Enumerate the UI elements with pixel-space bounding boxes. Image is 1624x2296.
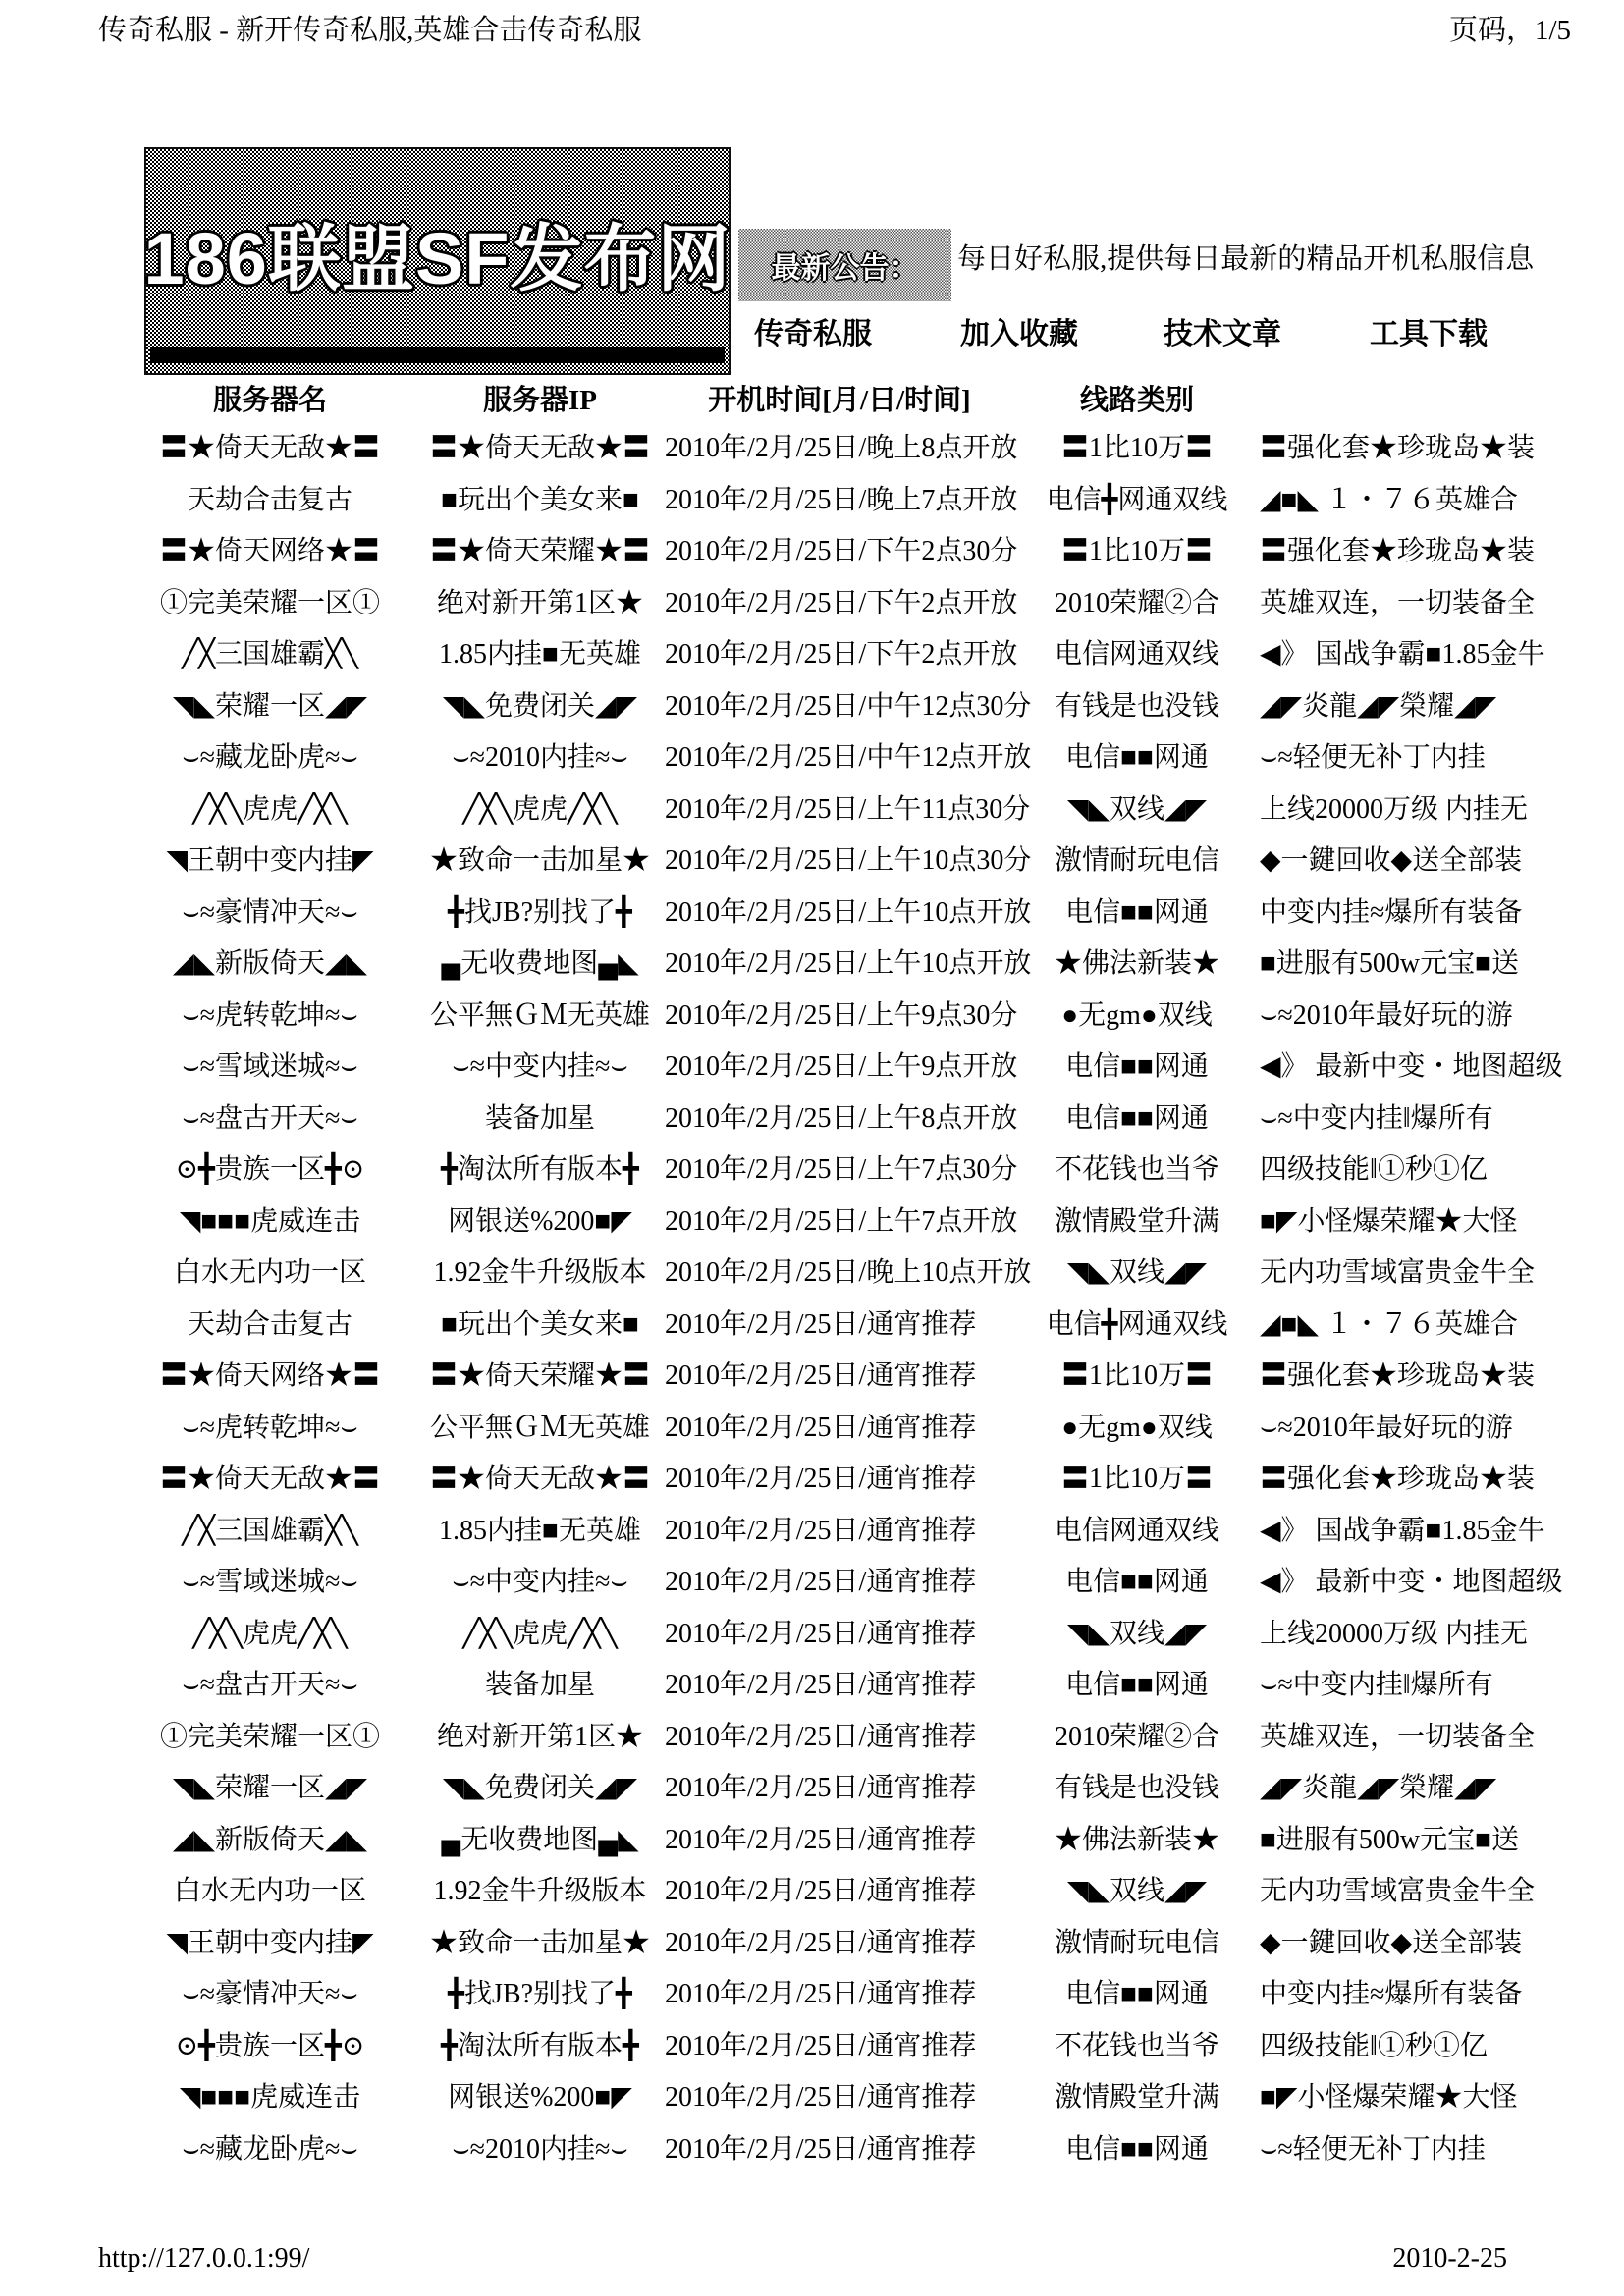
line-type: ◥◣双线◢◤: [1066, 793, 1208, 825]
server-ip-link[interactable]: ■玩出个美女来■: [441, 484, 639, 515]
open-time: 2010年/2月/25日/上午9点开放: [665, 1051, 1018, 1083]
open-time: 2010年/2月/25日/晚上10点开放: [665, 1257, 1032, 1289]
server-name-link[interactable]: ⌣≈盘古开天≈⌣: [182, 1102, 358, 1134]
column-header-line-type: 线路类别: [1079, 384, 1194, 416]
line-type: ●无gm●双线: [1061, 1412, 1213, 1443]
line-type: 电信╋网通双线: [1046, 1308, 1228, 1340]
notice-label: 最新公告：: [771, 252, 919, 285]
server-desc: ◀》 最新中变・地图超级: [1260, 1567, 1563, 1598]
server-desc: ⌣≈中变内挂‖爆所有: [1260, 1670, 1493, 1701]
column-header-open-time: 开机时间[月/日/时间]: [708, 384, 971, 416]
open-time: 2010年/2月/25日/通宵推荐: [665, 1361, 977, 1392]
server-ip-link[interactable]: 绝对新开第1区★: [436, 587, 643, 618]
server-desc: ◀》 国战争霸■1.85金牛: [1260, 639, 1545, 670]
server-name-link[interactable]: ◥■■■虎威连击: [179, 2082, 361, 2113]
server-name-link[interactable]: ⌣≈豪情冲天≈⌣: [182, 1979, 358, 2010]
open-time: 2010年/2月/25日/下午2点开放: [665, 639, 1018, 670]
server-desc: ◢◤炎龍◢◤榮耀◢◤: [1260, 1773, 1497, 1804]
line-type: ★佛法新装★: [1054, 948, 1219, 980]
line-type: 激情耐玩电信: [1054, 845, 1219, 877]
server-desc: ⌣≈轻便无补丁内挂: [1260, 742, 1486, 774]
server-name-link[interactable]: ╱╳╲虎虎╱╳╲: [192, 793, 348, 825]
server-desc: ◆一鍵回收◆送全部装: [1260, 1927, 1523, 1958]
server-row: [0, 1348, 1624, 1400]
column-header-server-name: 服务器名: [212, 384, 327, 416]
open-time: 2010年/2月/25日/通宵推荐: [665, 1927, 977, 1958]
open-time: 2010年/2月/25日/通宵推荐: [665, 1979, 977, 2010]
server-row: [0, 523, 1624, 575]
nav-item-legend-sifu[interactable]: 传奇私服: [754, 318, 872, 350]
open-time: 2010年/2月/25日/上午9点30分: [665, 999, 1018, 1031]
line-type: 有钱是也没钱: [1054, 1773, 1219, 1804]
server-row: [0, 1709, 1624, 1761]
line-type: 电信■■网通: [1065, 1051, 1209, 1083]
server-name-link[interactable]: ◥◣荣耀一区◢◤: [172, 1773, 368, 1804]
server-row: [0, 1400, 1624, 1452]
open-time: 2010年/2月/25日/晚上8点开放: [665, 433, 1018, 464]
open-time: 2010年/2月/25日/通宵推荐: [665, 1670, 977, 1701]
line-type: ◥◣双线◢◤: [1066, 1876, 1208, 1907]
open-time: 2010年/2月/25日/中午12点开放: [665, 742, 1032, 774]
open-time: 2010年/2月/25日/下午2点30分: [665, 536, 1018, 567]
site-logo-text: 186联盟SF发布网: [143, 218, 731, 299]
open-time: 2010年/2月/25日/通宵推荐: [665, 1464, 977, 1495]
line-type: 电信╋网通双线: [1046, 484, 1228, 515]
server-name-link[interactable]: ⌣≈藏龙卧虎≈⌣: [182, 2133, 358, 2164]
server-name-link[interactable]: 〓★倚天无敌★〓: [159, 433, 380, 464]
server-ip-link[interactable]: ★致命一击加星★: [429, 845, 650, 877]
line-type: 有钱是也没钱: [1054, 690, 1219, 721]
server-row: [0, 678, 1624, 730]
server-row: [0, 1760, 1624, 1812]
notice-text: 每日好私服,提供每日最新的精品开机私服信息: [957, 243, 1535, 275]
line-type: ◥◣双线◢◤: [1066, 1257, 1208, 1289]
server-row: [0, 2069, 1624, 2121]
server-name-link[interactable]: ⌣≈豪情冲天≈⌣: [182, 896, 358, 928]
server-name-link[interactable]: ⊙╋贵族一区╋⊙: [175, 1154, 365, 1186]
server-desc: 上线20000万级 内挂无: [1260, 793, 1529, 825]
server-row: [0, 1039, 1624, 1091]
line-type: 〓1比10万〓: [1060, 536, 1213, 567]
line-type: 〓1比10万〓: [1060, 433, 1213, 464]
server-name-link[interactable]: 白水无内功一区: [173, 1257, 366, 1289]
server-ip-link[interactable]: 1.92金牛升级版本: [433, 1876, 647, 1907]
server-name-link[interactable]: 〓★倚天网络★〓: [159, 1361, 380, 1392]
server-row: [0, 2121, 1624, 2173]
server-name-link[interactable]: ⌣≈虎转乾坤≈⌣: [182, 1412, 358, 1443]
server-name-link[interactable]: ⌣≈雪域迷城≈⌣: [182, 1051, 358, 1083]
server-row: [0, 626, 1624, 678]
line-type: 电信■■网通: [1065, 896, 1209, 928]
server-row: [0, 2018, 1624, 2070]
server-row: [0, 884, 1624, 936]
server-desc: ◆一鍵回收◆送全部装: [1260, 845, 1523, 877]
open-time: 2010年/2月/25日/晚上7点开放: [665, 484, 1018, 515]
server-desc: ■◤小怪爆荣耀★大怪: [1260, 1205, 1518, 1237]
page-number: 页码，1/5: [1448, 15, 1571, 46]
server-row: [0, 935, 1624, 988]
server-ip-link[interactable]: ◥◣免费闭关◢◤: [442, 690, 638, 721]
server-desc: ◢◤炎龍◢◤榮耀◢◤: [1260, 690, 1497, 721]
server-ip-link[interactable]: 公平無ＧＭ无英雄: [429, 1412, 650, 1443]
server-ip-link[interactable]: 1.92金牛升级版本: [433, 1257, 647, 1289]
server-name-link[interactable]: ◢◣新版倚天◢◣: [172, 1824, 368, 1855]
line-type: 2010荣耀②合: [1054, 1721, 1219, 1752]
server-name-link[interactable]: ◥王朝中变内挂◤: [166, 845, 374, 877]
server-ip-link[interactable]: 绝对新开第1区★: [436, 1721, 643, 1752]
server-ip-link[interactable]: ╱╳╲虎虎╱╳╲: [462, 1618, 618, 1649]
server-desc: 无内功雪域富贵金牛全: [1260, 1876, 1536, 1907]
server-desc: 英雄双连，一切装备全: [1260, 587, 1536, 618]
server-row: [0, 1142, 1624, 1194]
open-time: 2010年/2月/25日/中午12点30分: [665, 690, 1032, 721]
table-header-row: [0, 375, 1624, 420]
server-row: [0, 1915, 1624, 1967]
server-desc: ⌣≈轻便无补丁内挂: [1260, 2133, 1486, 2164]
server-row: [0, 472, 1624, 524]
server-name-link[interactable]: ①完美荣耀一区①: [159, 1721, 380, 1752]
line-type: ◥◣双线◢◤: [1066, 1618, 1208, 1649]
open-time: 2010年/2月/25日/上午8点开放: [665, 1102, 1018, 1134]
server-ip-link[interactable]: ◥◣免费闭关◢◤: [442, 1773, 638, 1804]
open-time: 2010年/2月/25日/上午7点30分: [665, 1154, 1018, 1186]
server-name-link[interactable]: ╱╳╲虎虎╱╳╲: [192, 1618, 348, 1649]
server-ip-link[interactable]: ╋淘汰所有版本╋: [441, 1154, 639, 1186]
line-type: 电信■■网通: [1065, 1102, 1209, 1134]
open-time: 2010年/2月/25日/通宵推荐: [665, 1773, 977, 1804]
server-row: [0, 1606, 1624, 1658]
server-ip-link[interactable]: ⌣≈2010内挂≈⌣: [452, 742, 628, 774]
server-row: [0, 1863, 1624, 1915]
server-desc: ■进服有500w元宝■送: [1260, 1824, 1520, 1855]
nav-item-tool-download[interactable]: 工具下载: [1370, 318, 1488, 350]
server-ip-link[interactable]: 网银送%200■◤: [448, 1205, 632, 1237]
server-ip-link[interactable]: ⌣≈中变内挂≈⌣: [452, 1567, 628, 1598]
server-ip-link[interactable]: ⌣≈2010内挂≈⌣: [452, 2133, 628, 2164]
open-time: 2010年/2月/25日/上午11点30分: [665, 793, 1031, 825]
server-desc: 英雄双连，一切装备全: [1260, 1721, 1536, 1752]
server-list: [0, 420, 1624, 2172]
server-name-link[interactable]: ⌣≈盘古开天≈⌣: [182, 1670, 358, 1701]
open-time: 2010年/2月/25日/通宵推荐: [665, 1824, 977, 1855]
line-type: 电信■■网通: [1065, 1670, 1209, 1701]
server-row: [0, 1966, 1624, 2018]
line-type: 电信■■网通: [1065, 742, 1209, 774]
server-ip-link[interactable]: 公平無ＧＭ无英雄: [429, 999, 650, 1031]
server-row: [0, 1451, 1624, 1503]
server-ip-link[interactable]: 〓★倚天荣耀★〓: [429, 536, 650, 567]
server-row: [0, 1297, 1624, 1349]
nav-item-add-favorite[interactable]: 加入收藏: [960, 318, 1078, 350]
server-row: [0, 1503, 1624, 1555]
server-desc: 中变内挂≈爆所有装备: [1260, 1979, 1523, 2010]
server-row: [0, 1657, 1624, 1709]
server-ip-link[interactable]: 1.85内挂■无英雄: [439, 639, 641, 670]
open-time: 2010年/2月/25日/通宵推荐: [665, 2082, 977, 2113]
server-desc: 四级技能‖①秒①亿: [1260, 2030, 1488, 2061]
footer-url: http://127.0.0.1:99/: [98, 2243, 310, 2273]
server-ip-link[interactable]: ╱╳╲虎虎╱╳╲: [462, 793, 618, 825]
line-type: 不花钱也当爷: [1054, 1154, 1219, 1186]
footer-date: 2010-2-25: [1392, 2243, 1507, 2273]
open-time: 2010年/2月/25日/通宵推荐: [665, 2133, 977, 2164]
open-time: 2010年/2月/25日/上午10点开放: [665, 896, 1032, 928]
open-time: 2010年/2月/25日/通宵推荐: [665, 1876, 977, 1907]
server-ip-link[interactable]: ★致命一击加星★: [429, 1927, 650, 1958]
server-row: [0, 420, 1624, 472]
server-name-link[interactable]: 天劫合击复古: [187, 1308, 352, 1340]
server-name-link[interactable]: ╱╳三国雄霸╳╲: [182, 639, 358, 670]
server-row: [0, 832, 1624, 884]
document-title: 传奇私服 - 新开传奇私服,英雄合击传奇私服: [98, 15, 642, 46]
open-time: 2010年/2月/25日/通宵推荐: [665, 1721, 977, 1752]
open-time: 2010年/2月/25日/通宵推荐: [665, 1412, 977, 1443]
line-type: 〓1比10万〓: [1060, 1361, 1213, 1392]
server-name-link[interactable]: ◥■■■虎威连击: [179, 1205, 361, 1237]
server-ip-link[interactable]: 〓★倚天无敌★〓: [429, 433, 650, 464]
server-desc: ⌣≈2010年最好玩的游: [1260, 1412, 1513, 1443]
server-ip-link[interactable]: 〓★倚天荣耀★〓: [429, 1361, 650, 1392]
open-time: 2010年/2月/25日/通宵推荐: [665, 2030, 977, 2061]
line-type: 电信网通双线: [1054, 1515, 1219, 1546]
server-name-link[interactable]: ①完美荣耀一区①: [159, 587, 380, 618]
open-time: 2010年/2月/25日/通宵推荐: [665, 1515, 977, 1546]
server-row: [0, 1194, 1624, 1246]
server-ip-link[interactable]: 网银送%200■◤: [448, 2082, 632, 2113]
server-desc: 四级技能‖①秒①亿: [1260, 1154, 1488, 1186]
line-type: 激情耐玩电信: [1054, 1927, 1219, 1958]
server-desc: ⌣≈中变内挂‖爆所有: [1260, 1102, 1493, 1134]
server-desc: ■进服有500w元宝■送: [1260, 948, 1520, 980]
server-desc: ⌣≈2010年最好玩的游: [1260, 999, 1513, 1031]
server-row: [0, 1245, 1624, 1297]
server-row: [0, 781, 1624, 833]
server-name-link[interactable]: 〓★倚天无敌★〓: [159, 1464, 380, 1495]
server-row: [0, 729, 1624, 781]
open-time: 2010年/2月/25日/下午2点开放: [665, 587, 1018, 618]
server-ip-link[interactable]: ▄无收费地图▄◣: [441, 1824, 639, 1855]
line-type: 不花钱也当爷: [1054, 2030, 1219, 2061]
server-ip-link[interactable]: ╋淘汰所有版本╋: [441, 2030, 639, 2061]
server-name-link[interactable]: ◥王朝中变内挂◤: [166, 1927, 374, 1958]
server-desc: 上线20000万级 内挂无: [1260, 1618, 1529, 1649]
server-desc: 〓强化套★珍珑岛★装: [1260, 433, 1536, 464]
open-time: 2010年/2月/25日/上午10点30分: [665, 845, 1032, 877]
server-row: [0, 1812, 1624, 1864]
open-time: 2010年/2月/25日/通宵推荐: [665, 1618, 977, 1649]
server-desc: 〓强化套★珍珑岛★装: [1260, 536, 1536, 567]
server-name-link[interactable]: ◢◣新版倚天◢◣: [172, 948, 368, 980]
open-time: 2010年/2月/25日/通宵推荐: [665, 1308, 977, 1340]
server-name-link[interactable]: ⌣≈虎转乾坤≈⌣: [182, 999, 358, 1031]
server-name-link[interactable]: ⌣≈雪域迷城≈⌣: [182, 1567, 358, 1598]
server-name-link[interactable]: ◥◣荣耀一区◢◤: [172, 690, 368, 721]
server-ip-link[interactable]: ▄无收费地图▄◣: [441, 948, 639, 980]
server-row: [0, 1091, 1624, 1143]
server-desc: 中变内挂≈爆所有装备: [1260, 896, 1523, 928]
server-desc: 无内功雪域富贵金牛全: [1260, 1257, 1536, 1289]
server-desc: ◢■◣ １・７６英雄合: [1260, 1308, 1518, 1340]
server-name-link[interactable]: ╱╳三国雄霸╳╲: [182, 1515, 358, 1546]
notice-banner: [738, 229, 951, 301]
line-type: 2010荣耀②合: [1054, 587, 1219, 618]
line-type: 电信■■网通: [1065, 2133, 1209, 2164]
server-row: [0, 988, 1624, 1040]
nav-item-tech-articles[interactable]: 技术文章: [1164, 318, 1281, 350]
line-type: 〓1比10万〓: [1060, 1464, 1213, 1495]
server-desc: ■◤小怪爆荣耀★大怪: [1260, 2082, 1518, 2113]
line-type: ★佛法新装★: [1054, 1824, 1219, 1855]
server-ip-link[interactable]: 装备加星: [484, 1670, 595, 1701]
open-time: 2010年/2月/25日/上午7点开放: [665, 1205, 1018, 1237]
open-time: 2010年/2月/25日/上午10点开放: [665, 948, 1032, 980]
server-ip-link[interactable]: 装备加星: [484, 1102, 595, 1134]
server-name-link[interactable]: ⌣≈藏龙卧虎≈⌣: [182, 742, 358, 774]
column-header-server-ip: 服务器IP: [482, 384, 597, 416]
server-name-link[interactable]: ⊙╋贵族一区╋⊙: [175, 2030, 365, 2061]
line-type: 电信■■网通: [1065, 1979, 1209, 2010]
site-logo[interactable]: [144, 147, 731, 375]
server-ip-link[interactable]: ╋找JB?别找了╋: [448, 896, 632, 928]
server-row: [0, 1554, 1624, 1606]
line-type: ●无gm●双线: [1061, 999, 1213, 1031]
server-ip-link[interactable]: ■玩出个美女来■: [441, 1308, 639, 1340]
server-row: [0, 575, 1624, 627]
server-name-link[interactable]: 白水无内功一区: [173, 1876, 366, 1907]
line-type: 电信网通双线: [1054, 639, 1219, 670]
line-type: 电信■■网通: [1065, 1567, 1209, 1598]
server-name-link[interactable]: 天劫合击复古: [187, 484, 352, 515]
server-ip-link[interactable]: 〓★倚天无敌★〓: [429, 1464, 650, 1495]
server-desc: ◢■◣ １・７６英雄合: [1260, 484, 1518, 515]
line-type: 激情殿堂升满: [1054, 2082, 1219, 2113]
server-name-link[interactable]: 〓★倚天网络★〓: [159, 536, 380, 567]
server-desc: 〓强化套★珍珑岛★装: [1260, 1361, 1536, 1392]
server-desc: ◀》 最新中变・地图超级: [1260, 1051, 1563, 1083]
server-ip-link[interactable]: ╋找JB?别找了╋: [448, 1979, 632, 2010]
line-type: 激情殿堂升满: [1054, 1205, 1219, 1237]
open-time: 2010年/2月/25日/通宵推荐: [665, 1567, 977, 1598]
server-ip-link[interactable]: ⌣≈中变内挂≈⌣: [452, 1051, 628, 1083]
logo-bottom-strip: [150, 347, 725, 363]
server-desc: ◀》 国战争霸■1.85金牛: [1260, 1515, 1545, 1546]
server-desc: 〓强化套★珍珑岛★装: [1260, 1464, 1536, 1495]
server-ip-link[interactable]: 1.85内挂■无英雄: [439, 1515, 641, 1546]
